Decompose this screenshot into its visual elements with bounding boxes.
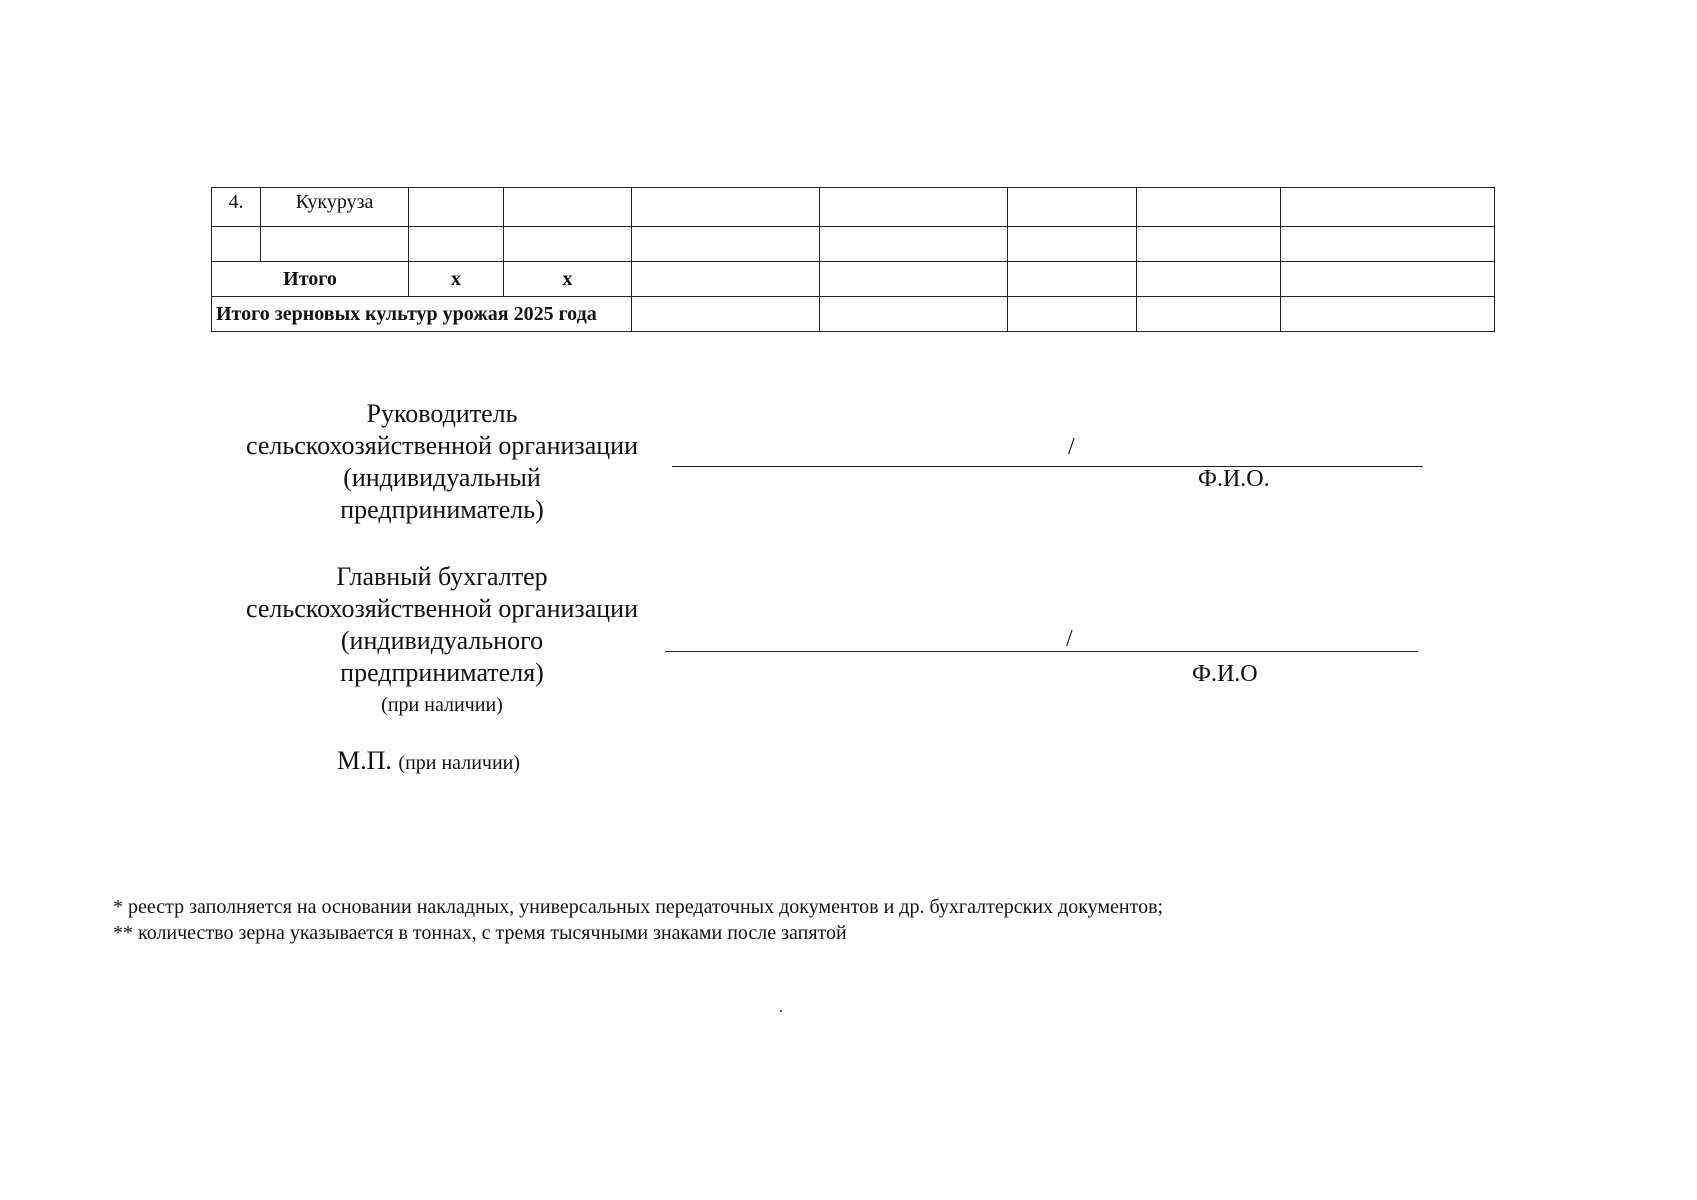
grand-total-row	[212, 297, 1495, 332]
accountant-ip-line1: (индивидуального	[340, 626, 544, 655]
table-row	[212, 188, 1495, 227]
accountant-signature-line[interactable]	[665, 651, 1418, 652]
table-cell	[1008, 188, 1137, 227]
total-row	[212, 262, 1495, 297]
stamp-note: (при наличии)	[398, 752, 521, 774]
table-cell	[1008, 297, 1137, 332]
x-mark: х	[409, 262, 504, 297]
signature-slash: /	[1068, 434, 1075, 460]
table-cell	[1281, 188, 1495, 227]
table-row	[212, 227, 1495, 262]
table-cell	[632, 227, 820, 262]
table-cell	[1281, 297, 1495, 332]
table-cell	[820, 297, 1008, 332]
accountant-ip-line2: предпринимателя)	[340, 658, 544, 687]
head-ip-line1: (индивидуальный	[343, 463, 541, 492]
accountant-org: сельскохозяйственной организации	[246, 594, 638, 623]
table-cell	[1137, 297, 1281, 332]
table-cell	[632, 262, 820, 297]
table-cell	[1008, 227, 1137, 262]
accountant-title: Главный бухгалтер	[336, 562, 548, 591]
crop-name-cell	[261, 227, 409, 262]
stamp-label: М.П.	[337, 746, 392, 775]
table-cell	[820, 188, 1008, 227]
table-cell	[1281, 262, 1495, 297]
grand-total-label: Итого зерновых культур урожая 2025 года	[212, 297, 632, 332]
head-signature-label	[222, 398, 662, 526]
row-number-cell: 4.	[212, 188, 261, 227]
stamp-place	[337, 746, 520, 776]
table-cell	[1281, 227, 1495, 262]
head-fio-caption: Ф.И.О.	[1198, 466, 1270, 492]
footnote-2: ** количество зерна указывается в тоннах, с тремя тысячными знаками после запятой	[113, 922, 847, 944]
head-signature-line[interactable]	[672, 466, 1423, 467]
table-cell	[504, 227, 632, 262]
head-title: Руководитель	[366, 399, 518, 428]
footnote-1: * реестр заполняется на основании накладных, универсальных передаточных документов и др. бухгалтерских документов;	[113, 896, 1164, 918]
table-cell	[632, 297, 820, 332]
x-mark: х	[504, 262, 632, 297]
crop-name-cell: Кукуруза	[261, 188, 409, 227]
table-cell	[1137, 188, 1281, 227]
signature-slash: /	[1066, 626, 1073, 652]
table-cell	[1008, 262, 1137, 297]
footnotes	[113, 894, 1163, 946]
head-ip-line2: предприниматель)	[340, 495, 544, 524]
table-cell	[820, 262, 1008, 297]
table-cell	[409, 188, 504, 227]
table-cell	[1137, 227, 1281, 262]
scan-speck	[780, 1010, 782, 1012]
accountant-note: (при наличии)	[381, 694, 503, 716]
table-cell	[1137, 262, 1281, 297]
table-cell	[820, 227, 1008, 262]
grain-registry-table	[211, 187, 1495, 332]
table-cell	[409, 227, 504, 262]
accountant-signature-label	[222, 561, 662, 721]
table-cell	[504, 188, 632, 227]
head-org: сельскохозяйственной организации	[246, 431, 638, 460]
table-cell	[632, 188, 820, 227]
total-label: Итого	[212, 262, 409, 297]
accountant-fio-caption: Ф.И.О	[1192, 661, 1258, 687]
row-number-cell	[212, 227, 261, 262]
